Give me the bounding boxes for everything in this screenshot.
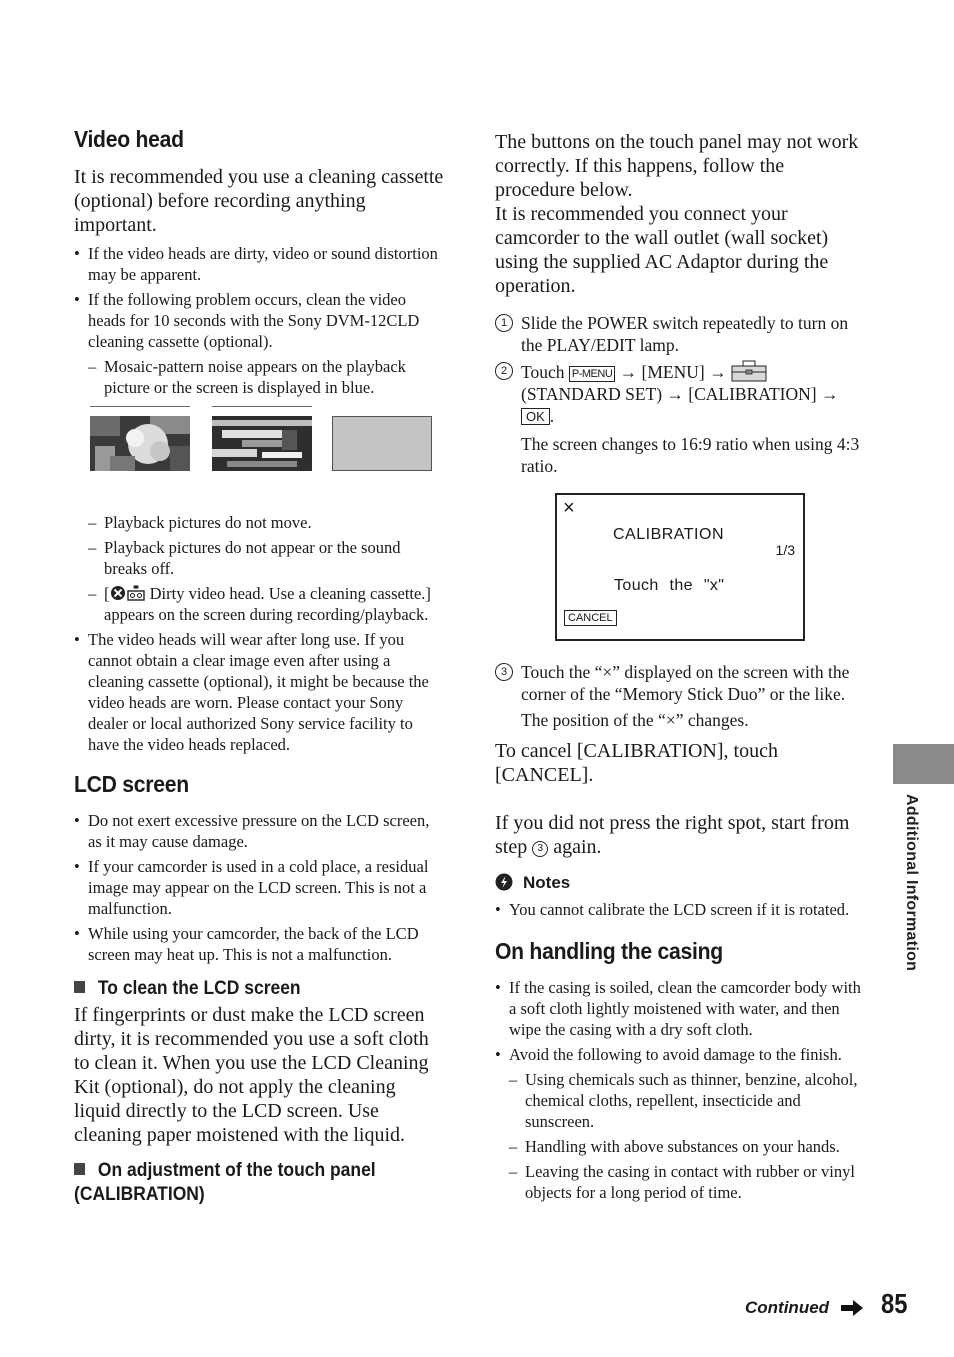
toolbox-icon [731,360,767,382]
notes-title: Notes [523,873,571,892]
section-side-label: Additional Information [903,794,920,972]
lcd-screen-heading: LCD screen [74,771,189,797]
list-item: – Mosaic-pattern noise appears on the playback picture or the screen is displayed in blue. [74,356,446,398]
section-marker [74,1163,85,1175]
video-head-list [74,243,446,398]
problem-list [74,512,446,625]
list-item [495,1044,867,1203]
list-item: – Playback pictures do not appear or the sound breaks off. [74,537,446,579]
ok-button: OK [521,408,550,425]
list-item: • If the video heads are dirty, video or sound distortion may be apparent. [74,243,446,285]
avoid-list [495,1069,867,1203]
list-item: – Using chemicals such as thinner, benzine, alcohol, chemical cloths, repellent, insecticide and sunscreen. [495,1069,867,1132]
step-number: 3 [495,663,513,681]
list-item: • The video heads will wear after long use. If you cannot obtain a clear image even after using a cleaning cassette (optional), it might be because the video heads are worn. Please contact your Sony dealer or local authorized Sony service facility to have the video heads replaced. [74,629,446,755]
calibration-title: CALIBRATION [613,526,724,543]
continued-label: Continued [745,1298,830,1317]
step-number: 2 [495,362,513,380]
calibration-cancel-button: CANCEL [564,610,617,626]
calibration-intro-adaptor: It is recommended you connect your camcorder to the wall outlet (wall socket) using the supplied AC Adaptor during the operation. [495,203,829,297]
step-3 [495,661,867,731]
list-item: • If the casing is soiled, clean the camcorder body with a soft cloth lightly moistened with water, and then wipe the casing with a dry soft cloth. [495,977,867,1040]
divider [90,406,190,407]
step-number: 3 [532,841,548,857]
cancel-instruction: To cancel [CALIBRATION], touch [CANCEL]. [495,740,778,786]
notes-list [495,899,867,920]
right-column [495,130,867,1207]
step-number: 1 [495,314,513,332]
list-item [74,583,446,625]
mosaic-noise-image [90,416,190,471]
bracket-open: [ [104,584,110,603]
list-item: • If your camcorder is used in a cold place, a residual image may appear on the LCD screen. This is not a malfunction. [74,856,446,919]
arrow-right-icon [841,1300,863,1316]
mosaic-noise-image [212,416,312,471]
divider [212,406,312,407]
step-note: The position of the “×” changes. [521,710,749,730]
casing-list [495,977,867,1203]
p-menu-button: P-MENU [569,366,615,382]
list-item-text: Avoid the following to avoid damage to the finish. [509,1045,842,1064]
problem-list [74,356,446,398]
lcd-screen-list [74,810,446,965]
step-text: Touch [521,362,569,382]
calibration-screen [555,493,805,641]
retry-instruction [495,811,867,859]
video-head-heading: Video head [74,126,184,152]
list-item-text: Dirty video head. Use a cleaning cassette.] appears on the screen during recording/playback. [104,584,431,624]
section-tab [893,744,954,784]
list-item: – Playback pictures do not move. [74,512,446,533]
step-text: . [549,406,555,426]
notes-heading [495,873,867,893]
clean-lcd-heading [74,977,416,1001]
step-note: The screen changes to 16:9 ratio when using 4:3 ratio. [521,434,860,476]
calibration-instruction: Touch the "x" [614,577,725,594]
calibration-heading-line-1: On adjustment of the touch panel [97,1160,376,1181]
clean-lcd-body: If fingerprints or dust make the LCD screen dirty, it is recommended you use a soft cloth to clean it. When you use the LCD Cleaning Kit (optional), do not apply the cleaning liquid directly to the LCD screen. Use cleaning paper moistened with the liquid. [74,1004,429,1146]
retry-text: again. [548,836,602,858]
step-text: → [MENU] → [615,362,731,382]
list-item: • Do not exert excessive pressure on the LCD screen, as it may cause damage. [74,810,446,852]
left-column [74,126,446,1207]
page-number: 85 [881,1288,908,1319]
list-item: • While using your camcorder, the back of the LCD screen may heat up. This is not a malfunction. [74,923,446,965]
calibration-heading-line-2: (CALIBRATION) [74,1184,205,1205]
list-item: – Leaving the casing in contact with rubber or vinyl objects for a long period of time. [495,1161,867,1203]
clean-lcd-heading-text: To clean the LCD screen [97,978,301,999]
list-item: – Handling with above substances on your hands. [495,1136,867,1157]
video-head-intro: It is recommended you use a cleaning cassette (optional) before recording anything important. [74,166,444,236]
casing-heading: On handling the casing [495,938,723,964]
list-item [74,289,446,398]
step-2 [495,360,867,477]
calibration-page: 1/3 [775,542,795,558]
blue-screen-image [332,416,432,471]
notes-icon [495,873,513,891]
list-item-text: If the following problem occurs, clean the video heads for 10 seconds with the Sony DVM-12CLD cleaning cassette (optional). [88,290,420,351]
step-text: Touch the “×” displayed on the screen with the corner of the “Memory Stick Duo” or the like. [521,662,850,704]
step-1 [495,312,867,356]
step-text: Slide the POWER switch repeatedly to turn on the PLAY/EDIT lamp. [521,313,849,355]
video-head-list [74,629,446,755]
section-marker [74,981,85,993]
noise-example-images [90,406,446,500]
calibration-target-x: × [563,497,575,519]
calibration-heading [74,1159,416,1207]
retry-text: If you did not press the right spot, start from step [495,812,850,858]
step-text: (STANDARD SET) → [CALIBRATION] → [521,384,839,404]
dirty-head-warning-icon [110,585,146,601]
calibration-intro: The buttons on the touch panel may not work correctly. If this happens, follow the procedure below. [495,131,859,201]
list-item: • You cannot calibrate the LCD screen if it is rotated. [495,899,867,920]
